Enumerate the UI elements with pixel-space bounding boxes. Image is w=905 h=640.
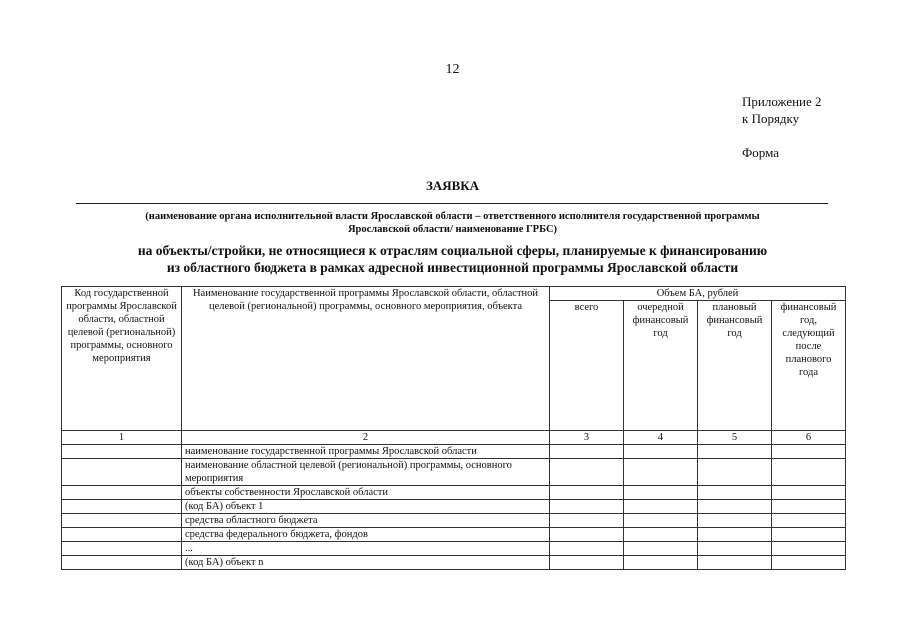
subtitle-line-2: из областного бюджета в рамках адресной инвестиционной программы Ярославской области [166,260,739,275]
table-row [62,459,846,486]
code-cell[interactable] [62,486,182,500]
value-cell[interactable] [550,528,624,542]
page-number: 12 [445,62,460,77]
code-cell[interactable] [62,445,182,459]
organization-fill-line [76,203,828,204]
header-next-year: очередной финансовый год [624,301,698,431]
value-cell[interactable] [624,445,698,459]
appendix-line-1: Приложение 2 [742,94,822,109]
table-row [62,528,846,542]
header-code: Код государственной программы Ярославской области, областной целевой (региональной) программы, основного мероприятия [62,287,182,431]
value-cell[interactable] [772,514,846,528]
column-number: 3 [550,431,624,445]
code-cell[interactable] [62,542,182,556]
code-cell[interactable] [62,556,182,570]
header-volume: Объем БА, рублей [550,287,846,301]
value-cell[interactable] [624,556,698,570]
code-cell[interactable] [62,514,182,528]
appendix-line-2: к Порядку [742,111,800,126]
value-cell[interactable] [772,500,846,514]
value-cell[interactable] [624,486,698,500]
organization-caption-line-2: Ярославской области/ наименование ГРБС) [347,224,558,235]
value-cell[interactable] [772,486,846,500]
value-cell[interactable] [698,445,772,459]
form-label: Форма [742,145,779,160]
column-number: 1 [62,431,182,445]
column-number: 2 [182,431,550,445]
request-table [61,286,846,570]
name-cell: средства федерального бюджета, фондов [182,528,550,542]
header-plan-year: плановый финансовый год [698,301,772,431]
value-cell[interactable] [772,556,846,570]
value-cell[interactable] [698,486,772,500]
document-subtitle [40,242,865,276]
name-cell: объекты собственности Ярославской области [182,486,550,500]
header-name: Наименование государственной программы Ярославской области, областной целевой (региональной) программы, основного мероприятия, объекта [182,287,550,431]
value-cell[interactable] [772,459,846,486]
header-after-plan-year: финансовый год, следующий после планового года [772,301,846,431]
value-cell[interactable] [624,542,698,556]
value-cell[interactable] [698,459,772,486]
table-row [62,514,846,528]
value-cell[interactable] [550,459,624,486]
column-number: 5 [698,431,772,445]
value-cell[interactable] [624,528,698,542]
value-cell[interactable] [698,528,772,542]
appendix-note [742,93,822,127]
table-row [62,500,846,514]
table-row [62,556,846,570]
code-cell[interactable] [62,459,182,486]
value-cell[interactable] [550,486,624,500]
value-cell[interactable] [550,514,624,528]
name-cell: средства областного бюджета [182,514,550,528]
code-cell[interactable] [62,500,182,514]
value-cell[interactable] [624,500,698,514]
value-cell[interactable] [624,514,698,528]
value-cell[interactable] [772,528,846,542]
subtitle-line-1: на объекты/стройки, не относящиеся к отраслям социальной сферы, планируемые к финансированию [137,243,768,258]
header-total: всего [550,301,624,431]
value-cell[interactable] [550,542,624,556]
value-cell[interactable] [550,556,624,570]
code-cell[interactable] [62,528,182,542]
organization-caption-line-1: (наименование органа исполнительной власти Ярославской области – ответственного исполнителя государственной программы [145,211,760,222]
organization-caption [60,210,845,236]
value-cell[interactable] [624,459,698,486]
value-cell[interactable] [550,445,624,459]
value-cell[interactable] [772,542,846,556]
value-cell[interactable] [698,542,772,556]
value-cell[interactable] [698,514,772,528]
table-row [62,445,846,459]
name-cell: ... [182,542,550,556]
column-number: 4 [624,431,698,445]
name-cell: (код БА) объект 1 [182,500,550,514]
table-row [62,542,846,556]
name-cell: наименование областной целевой (региональной) программы, основного мероприятия [182,459,550,486]
value-cell[interactable] [698,556,772,570]
value-cell[interactable] [698,500,772,514]
name-cell: наименование государственной программы Ярославской области [182,445,550,459]
name-cell: (код БА) объект n [182,556,550,570]
document-title: ЗАЯВКА [425,178,480,193]
table-row [62,486,846,500]
value-cell[interactable] [772,445,846,459]
column-number: 6 [772,431,846,445]
value-cell[interactable] [550,500,624,514]
